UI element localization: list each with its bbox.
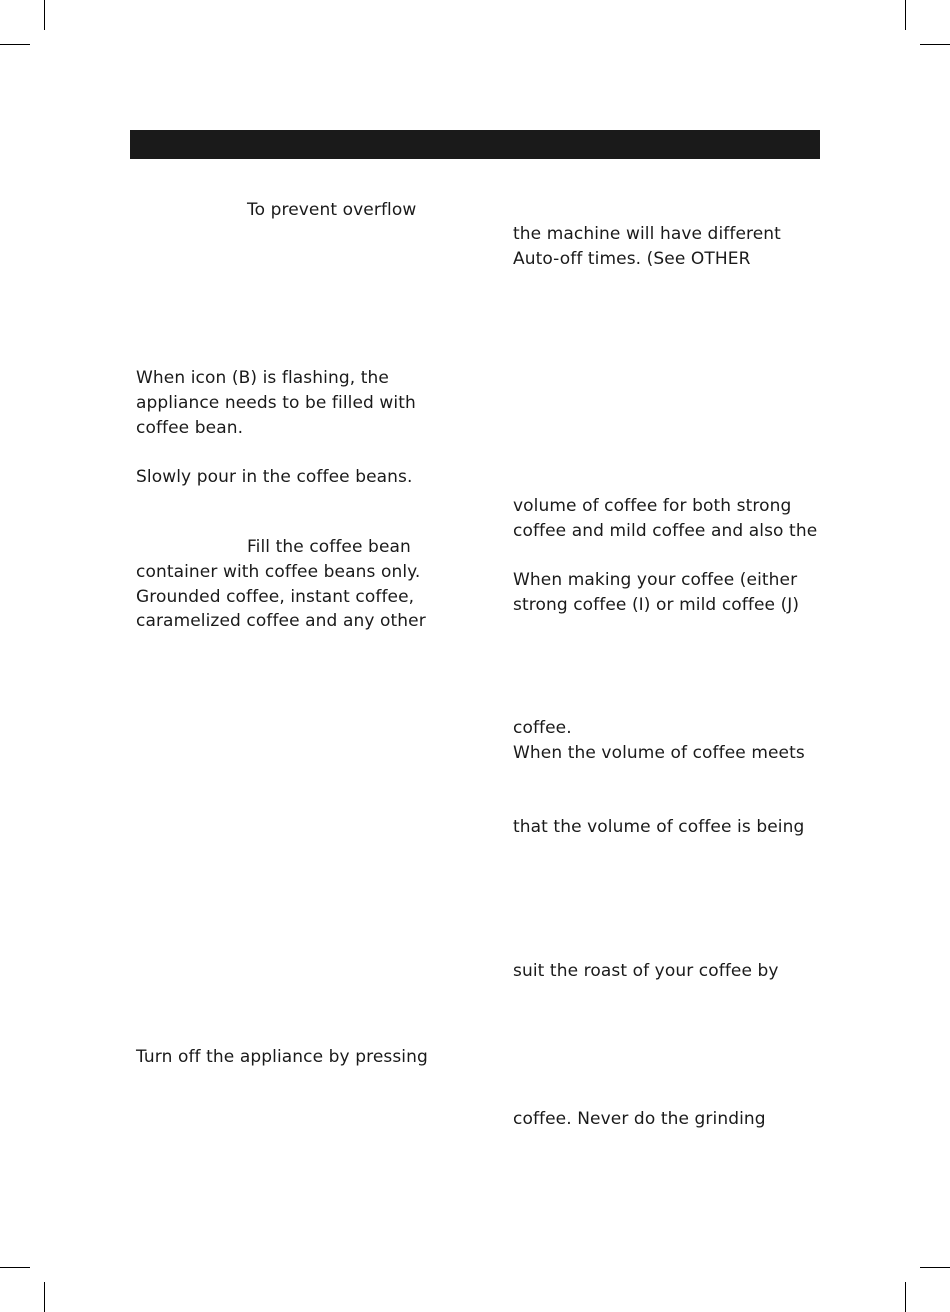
right-line: coffee. Never do the grinding <box>513 1109 766 1129</box>
crop-mark-top-right-horizontal <box>920 44 950 45</box>
crop-mark-top-left-horizontal <box>0 44 30 45</box>
left-line: Fill the coffee bean <box>247 537 411 557</box>
left-line: When icon (B) is flashing, the <box>136 368 389 388</box>
left-line: appliance needs to be filled with <box>136 393 416 413</box>
crop-mark-top-right-vertical <box>905 0 906 30</box>
left-line: To prevent overflow <box>247 200 417 220</box>
right-line: that the volume of coffee is being <box>513 817 805 837</box>
right-line: When making your coffee (either <box>513 570 798 590</box>
right-line: strong coffee (I) or mild coffee (J) <box>513 595 800 615</box>
left-line: container with coffee beans only. <box>136 562 421 582</box>
left-line: Turn off the appliance by pressing <box>136 1047 428 1067</box>
crop-mark-bottom-left-vertical <box>44 1282 45 1312</box>
right-line: the machine will have different <box>513 224 781 244</box>
left-line: Grounded coffee, instant coffee, <box>136 587 415 607</box>
right-line: coffee. <box>513 718 572 738</box>
left-line: coffee bean. <box>136 418 244 438</box>
left-line: caramelized coffee and any other <box>136 611 426 631</box>
right-line: volume of coffee for both strong <box>513 496 792 516</box>
right-line: coffee and mild coffee and also the <box>513 521 818 541</box>
crop-mark-bottom-right-vertical <box>905 1282 906 1312</box>
crop-mark-bottom-left-horizontal <box>0 1267 30 1268</box>
crop-mark-top-left-vertical <box>44 0 45 30</box>
right-line: When the volume of coffee meets <box>513 743 805 763</box>
right-line: suit the roast of your coffee by <box>513 961 779 981</box>
left-line: Slowly pour in the coffee beans. <box>136 467 413 487</box>
crop-mark-bottom-right-horizontal <box>920 1267 950 1268</box>
right-line: Auto-off times. (See OTHER <box>513 249 751 269</box>
section-header-bar <box>130 130 820 159</box>
